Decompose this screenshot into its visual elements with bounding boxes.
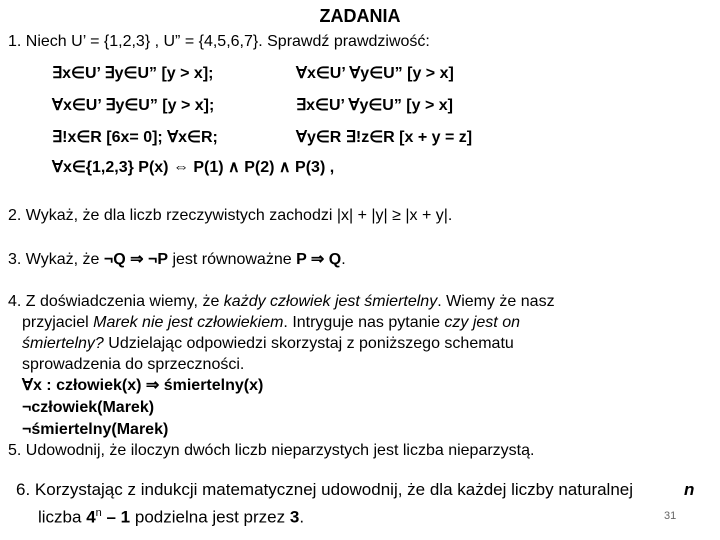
task-4-l1-b: każdy człowiek jest śmiertelny (223, 293, 438, 310)
task-4-formula-1: ∀x : człowiek(x) ⇒ śmiertelny(x) (22, 377, 264, 394)
task-1-expr-2a: ∀x∈U’ ∃y∈U” [y > x]; (52, 97, 215, 114)
page-number: 31 (664, 510, 677, 522)
task-6-l2-d: podzielna jest przez (130, 507, 290, 527)
page-title: ZADANIA (319, 6, 401, 26)
task-1-expr-2b: ∃x∈U’ ∀y∈U” [y > x] (296, 97, 453, 114)
task-6-l2-b: 4 (86, 507, 96, 527)
task-1-expr-3a: ∃!x∈R [6x= 0]; ∀x∈R; (52, 129, 218, 146)
task-4-line-4: sprowadzenia do sprzeczności. (22, 356, 245, 373)
task-1-expr-3b: ∀y∈R ∃!z∈R [x + y = z] (296, 129, 473, 146)
task-4-l2-a: przyjaciel (22, 314, 94, 331)
task-4-line-3 (22, 334, 514, 354)
task-5-text: 5. Udowodnij, że iloczyn dwóch liczb nieparzystych jest liczba nieparzystą. (8, 442, 535, 459)
task-6-l2-c: – 1 (101, 507, 131, 527)
task-4-l1-c: . Wiemy że nasz (437, 293, 555, 310)
task-2-text: 2. Wykaż, że dla liczb rzeczywistych zachodzi |x| + |y| ≥ |x + y|. (8, 207, 453, 224)
task-3-line (8, 250, 346, 270)
task-1-intro: 1. Niech U’ = {1,2,3} , U” = {4,5,6,7}. Sprawdź prawdziwość: (8, 33, 430, 50)
task-6-l2-a: liczba (38, 507, 87, 527)
task-4-l2-b: Marek nie jest człowiekiem (93, 314, 284, 331)
task-4-l1-a: 4. Z doświadczenia wiemy, że (8, 293, 224, 310)
task-3-formula-1: ¬Q ⇒ ¬P (103, 251, 168, 268)
task-6-l2-sup: n (95, 507, 102, 519)
task-1-expr-1b: ∀x∈U’ ∀y∈U” [y > x] (296, 65, 454, 82)
task-4-formula-3: ¬śmiertelny(Marek) (22, 421, 169, 438)
task-4-l3-b: Udzielając odpowiedzi skorzystaj z poniższego schematu (103, 335, 514, 352)
task-1-expr-4: ∀x∈{1,2,3} P(x) ⇔ P(1) ∧ P(2) ∧ P(3) , (52, 159, 335, 176)
task-1-expr-1a: ∃x∈U’ ∃y∈U” [y > x]; (52, 65, 214, 82)
task-6-l2-f: . (299, 507, 305, 527)
task-3-suffix: . (341, 251, 346, 268)
task-4-l2-d: czy jest on (444, 314, 520, 331)
task-3-formula-2: P ⇒ Q (296, 251, 342, 268)
task-6-line-2 (38, 503, 304, 528)
task-3-prefix: 3. Wykaż, że (8, 251, 104, 268)
task-4-formula-2: ¬człowiek(Marek) (22, 399, 155, 416)
task-4-l3-a: śmiertelny? (22, 335, 104, 352)
task-4-line-2 (22, 313, 520, 333)
task-6-line-1: 6. Korzystając z indukcji matematycznej udowodnij, że dla każdej liczby naturalnej (16, 480, 634, 499)
task-6-l2-e: 3 (289, 507, 300, 527)
task-6-n: n (684, 480, 695, 499)
task-4-l2-c: . Intryguje nas pytanie (283, 314, 445, 331)
task-3-middle: jest równoważne (168, 251, 297, 268)
task-4-line-1 (8, 292, 555, 312)
